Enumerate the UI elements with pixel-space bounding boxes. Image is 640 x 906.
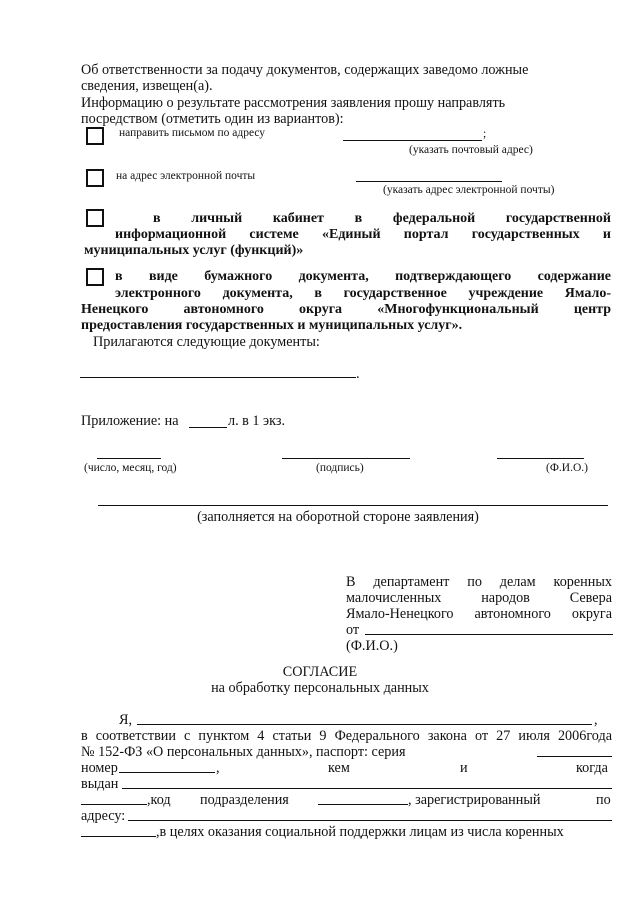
addressee-line-2: малочисленных народов Севера xyxy=(346,590,612,606)
consent-i: и xyxy=(460,760,468,776)
consent-kem: кем xyxy=(328,760,350,776)
appendix-after: л. в 1 экз. xyxy=(228,413,286,429)
reverse-side-note: (заполняется на оборотной стороне заявления) xyxy=(197,509,479,525)
consent-name-comma: , xyxy=(594,712,598,728)
addressee-line-3: Ямало-Ненецкого автономного округа xyxy=(346,606,612,622)
option-paper-line-3: Ненецкого автономного округа «Многофункциональный центр xyxy=(81,302,611,317)
consent-line-8: ,в целях оказания социальной поддержки лицам из числа коренных xyxy=(156,824,564,840)
unit-code-blank[interactable] xyxy=(318,804,408,805)
option-paper-line-1: в виде бумажного документа, подтверждающего содержание xyxy=(115,269,611,284)
address-blank[interactable] xyxy=(128,820,612,821)
consent-podrazdeleniya: подразделения xyxy=(200,792,289,808)
fio-label: (Ф.И.О.) xyxy=(546,462,588,474)
info-line-1: Информацию о результате рассмотрения заявления прошу направлять xyxy=(81,95,506,111)
consent-line-3: № 152-ФЗ «О персональных данных», паспорт: серия xyxy=(81,744,406,760)
option-portal-line-3: муниципальных услуг (функций)» xyxy=(84,243,304,258)
mail-address-blank[interactable] xyxy=(343,140,482,141)
issued-by-blank[interactable] xyxy=(122,788,612,789)
option-portal-line-2: информационной системе «Единый портал государственных и xyxy=(115,227,611,242)
signature-blank[interactable] xyxy=(282,458,410,459)
date-blank[interactable] xyxy=(97,458,161,459)
consent-registered: , зарегистрированный xyxy=(408,792,541,808)
option-paper-checkbox[interactable] xyxy=(86,268,104,286)
consent-subtitle: на обработку персональных данных xyxy=(211,680,429,696)
addressee-fio: (Ф.И.О.) xyxy=(346,638,398,654)
option-portal-line-1: в личный кабинет в федеральной государственной xyxy=(153,211,611,226)
consent-address-label: адресу: xyxy=(81,808,126,824)
consent-po: по xyxy=(596,792,611,808)
option-mail-label: направить письмом по адресу xyxy=(119,127,266,139)
unit-code-prefix-blank[interactable] xyxy=(81,804,147,805)
attached-docs-end: . xyxy=(356,366,360,382)
mail-blank-suffix: ; xyxy=(483,128,487,140)
date-label: (число, месяц, год) xyxy=(84,462,177,474)
option-paper-line-4: предоставления государственных и муниципальных услуг». xyxy=(81,318,463,333)
consent-nomer-comma: , xyxy=(216,760,220,776)
addressee-from: от xyxy=(346,622,360,638)
passport-series-blank[interactable] xyxy=(537,756,612,757)
attached-docs-blank[interactable] xyxy=(80,377,356,378)
addressee-line-1: В департамент по делам коренных xyxy=(346,574,612,590)
option-paper-line-2: электронного документа, в государственное учреждение Ямало- xyxy=(115,286,611,301)
email-address-hint: (указать адрес электронной почты) xyxy=(383,184,555,196)
passport-number-blank[interactable] xyxy=(119,772,215,773)
appendix-before: Приложение: на xyxy=(81,413,179,429)
purpose-prefix-blank[interactable] xyxy=(81,836,156,837)
option-mail-checkbox[interactable] xyxy=(86,127,104,145)
attached-docs-label: Прилагаются следующие документы: xyxy=(93,334,320,350)
info-line-2: посредством (отметить один из вариантов): xyxy=(81,111,344,127)
consent-name-blank[interactable] xyxy=(137,724,592,725)
option-email-checkbox[interactable] xyxy=(86,169,104,187)
consent-kogda: когда xyxy=(576,760,608,776)
option-email-label: на адрес электронной почты xyxy=(116,170,256,182)
consent-title: СОГЛАСИЕ xyxy=(282,664,358,680)
email-address-blank[interactable] xyxy=(356,181,502,182)
fio-blank[interactable] xyxy=(497,458,584,459)
consent-ya: Я, xyxy=(119,712,133,728)
signature-label: (подпись) xyxy=(316,462,364,474)
option-portal-checkbox[interactable] xyxy=(86,209,104,227)
consent-vydan: выдан xyxy=(81,776,119,792)
mail-address-hint: (указать почтовый адрес) xyxy=(409,144,533,156)
consent-line-2: в соответствии с пунктом 4 статьи 9 Федерального закона от 27 июля 2006года xyxy=(81,728,612,744)
appendix-pages-blank[interactable] xyxy=(189,427,227,428)
consent-nomer: номер xyxy=(81,760,118,776)
addressee-from-blank[interactable] xyxy=(365,634,613,635)
responsibility-line-1: Об ответственности за подачу документов, содержащих заведомо ложные xyxy=(81,62,529,78)
responsibility-line-2: сведения, извещен(а). xyxy=(81,78,213,94)
separator-line xyxy=(98,505,608,506)
consent-kod: ,код xyxy=(147,792,171,808)
